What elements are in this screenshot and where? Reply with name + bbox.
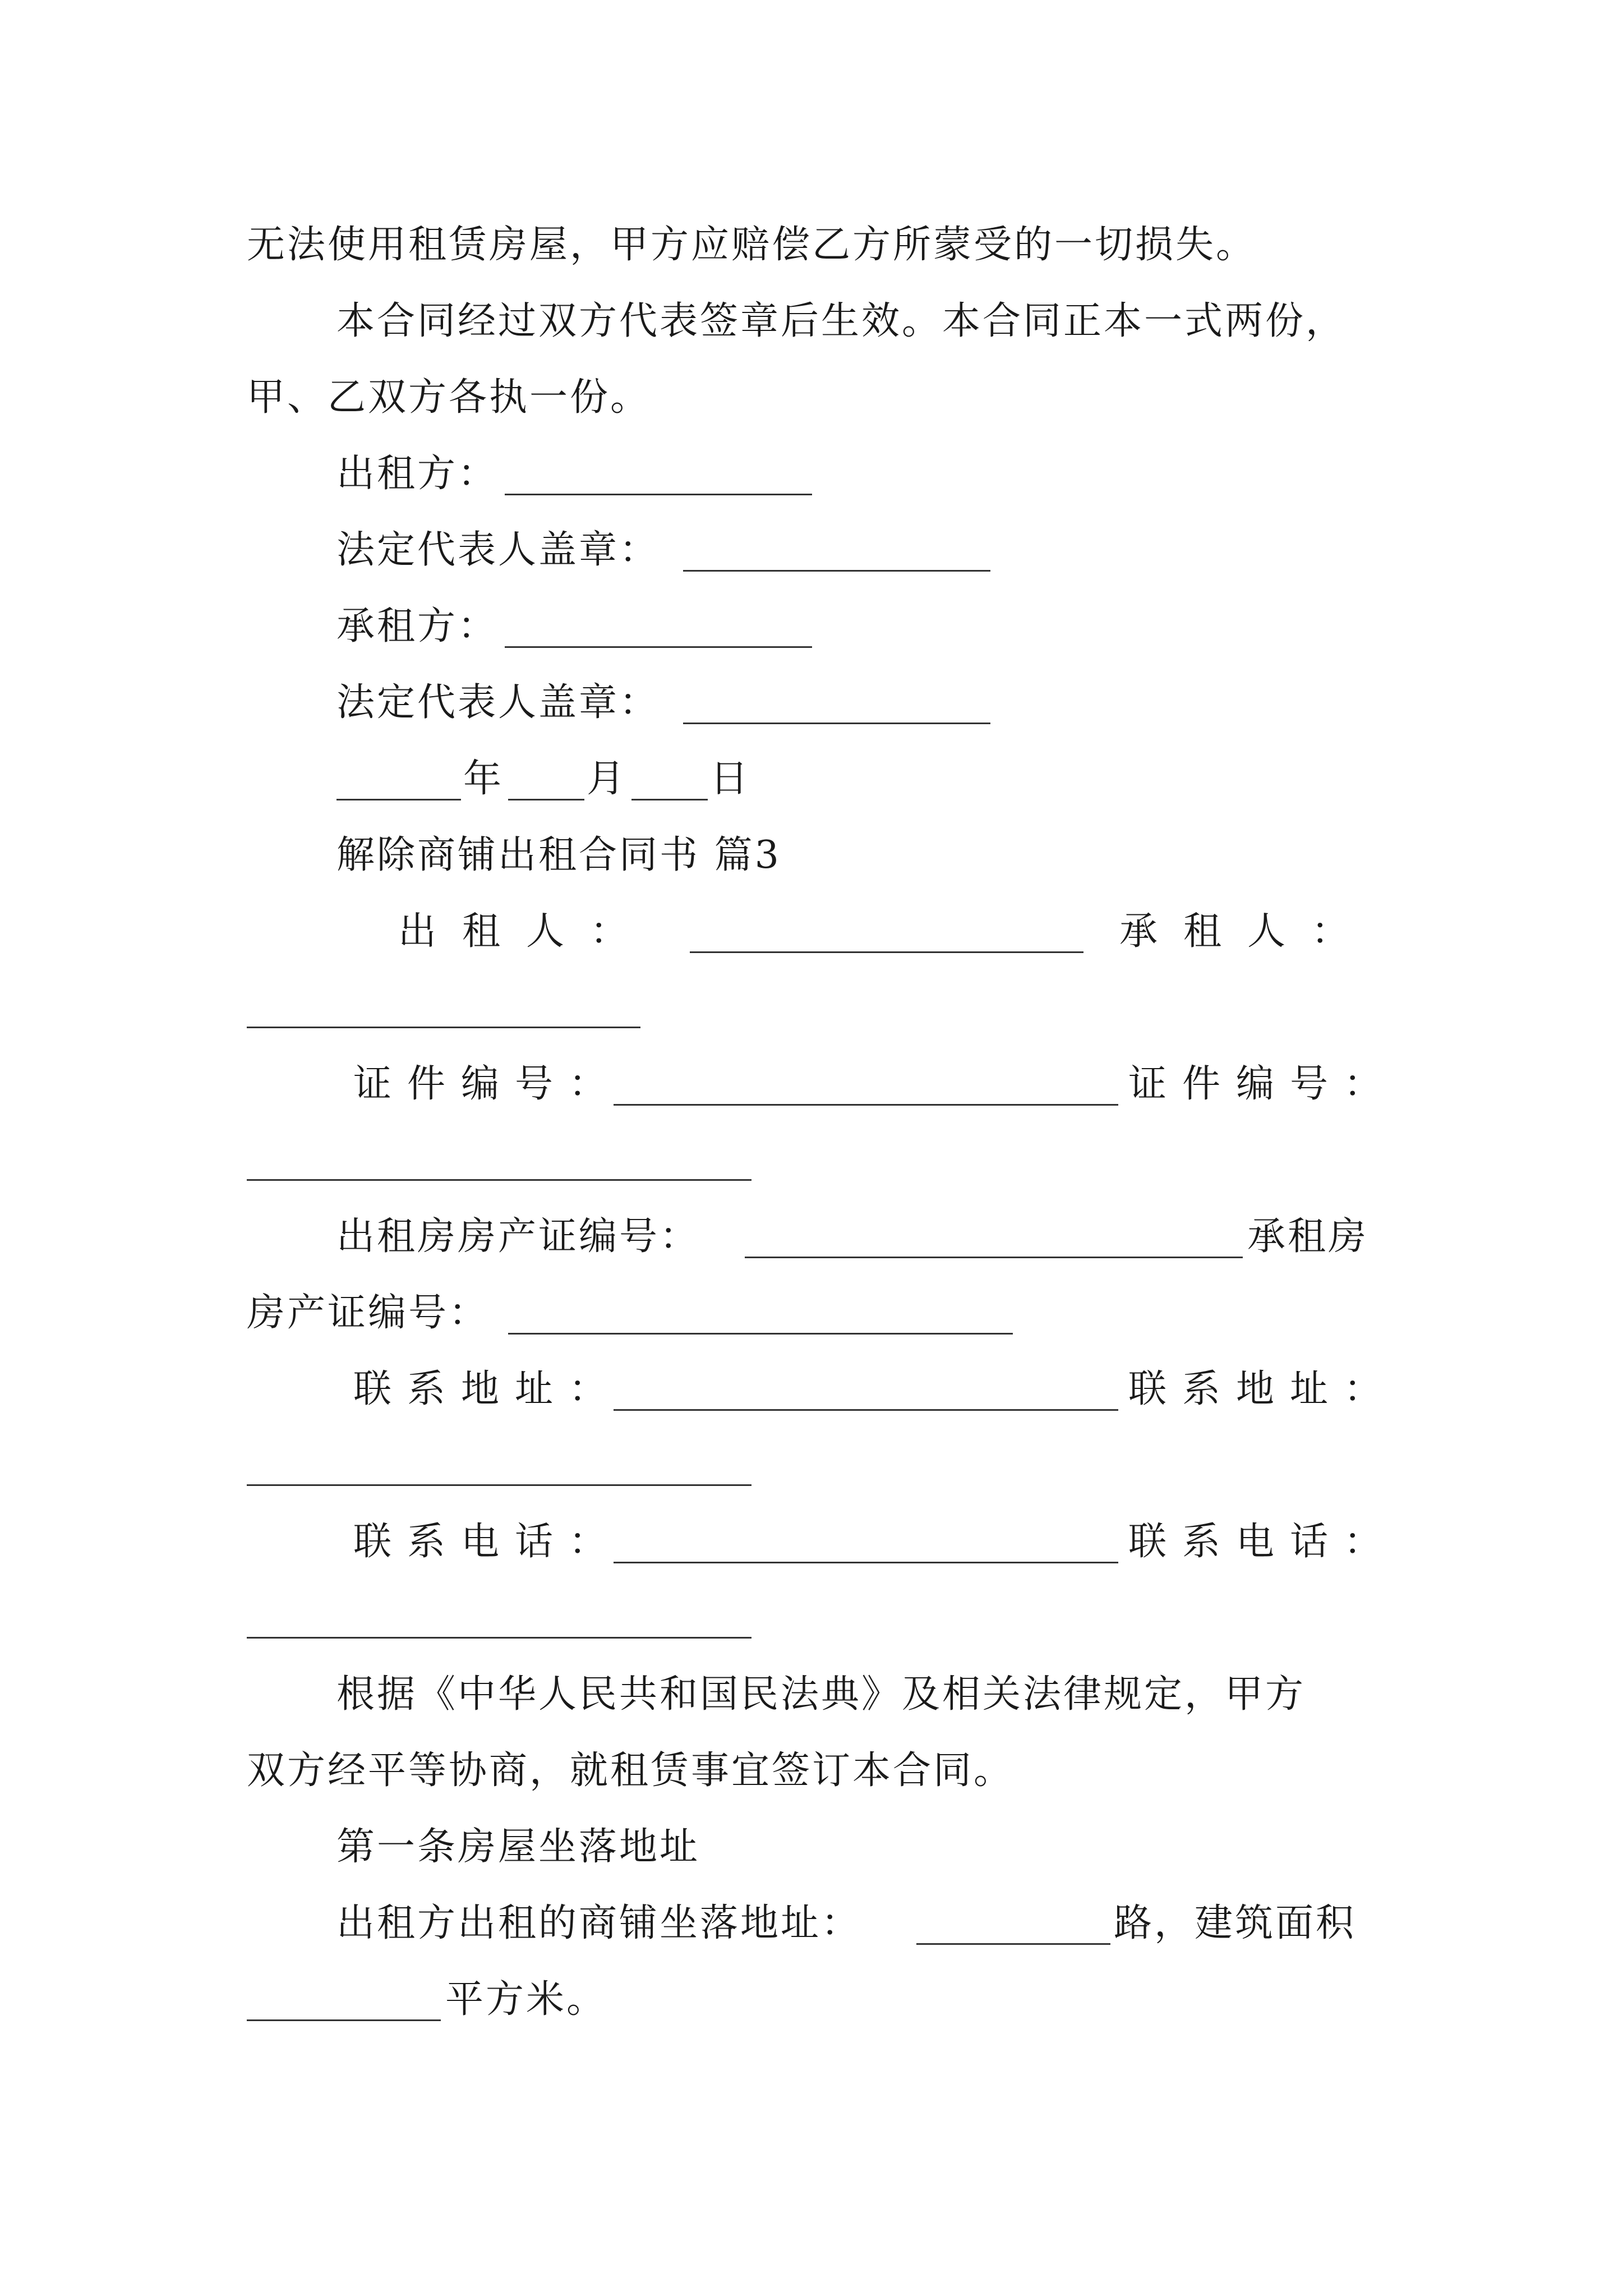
lessor-seal-blank[interactable]	[683, 570, 990, 572]
paragraph-effect-line2: 甲、乙双方各执一份。	[247, 375, 651, 420]
lessor-phone-label: 联系电话：	[353, 1520, 623, 1564]
lessor-seal-label: 法定代表人盖章：	[336, 528, 660, 572]
lessee-signature-blank[interactable]	[505, 646, 812, 648]
date-year-blank[interactable]	[336, 799, 461, 800]
intro-line2: 双方经平等协商，就租赁事宜签订本合同。	[247, 1749, 1015, 1793]
lessor-address-blank[interactable]	[614, 1409, 1118, 1411]
lessor-field-label: 出租人：	[398, 909, 654, 954]
lessee-address-label: 联系地址：	[1128, 1367, 1398, 1411]
lessee-phone-blank[interactable]	[247, 1637, 751, 1639]
address-road-blank[interactable]	[916, 1943, 1110, 1945]
area-blank[interactable]	[247, 2019, 441, 2021]
lessee-signature-label: 承租方：	[336, 604, 499, 648]
lessee-address-blank[interactable]	[247, 1484, 751, 1486]
lessor-address-label: 联系地址：	[353, 1367, 623, 1411]
lessee-id-blank[interactable]	[247, 1179, 751, 1181]
lessee-cert-blank[interactable]	[508, 1333, 1013, 1335]
lessor-signature-blank[interactable]	[505, 494, 812, 495]
lessee-phone-label: 联系电话：	[1128, 1520, 1398, 1564]
date-year-label: 年	[463, 757, 504, 801]
lessee-field-blank[interactable]	[247, 1027, 640, 1028]
lessee-seal-blank[interactable]	[683, 723, 990, 724]
lessor-field-blank[interactable]	[690, 951, 1083, 953]
lessee-id-label: 证件编号：	[1128, 1062, 1398, 1106]
intro-line1: 根据《中华人民共和国民法典》及相关法律规定，甲方	[336, 1672, 1306, 1717]
article1-line1-road: 路，建筑面积	[1114, 1901, 1357, 1945]
paragraph-effect-line1: 本合同经过双方代表签章后生效。本合同正本一式两份，	[336, 299, 1347, 343]
section-title: 解除商铺出租合同书 篇3	[336, 833, 781, 877]
lessor-id-label: 证件编号：	[353, 1062, 623, 1106]
lessor-cert-blank[interactable]	[745, 1257, 1243, 1258]
article1-line2-unit: 平方米。	[445, 1977, 607, 2022]
lessee-seal-label: 法定代表人盖章：	[336, 680, 660, 725]
paragraph-continuation: 无法使用租赁房屋，甲方应赔偿乙方所蒙受的一切损失。	[247, 223, 1257, 267]
lessor-cert-label: 出租房房产证编号：	[336, 1214, 700, 1259]
date-month-label: 月	[587, 757, 628, 801]
date-month-blank[interactable]	[508, 799, 584, 800]
article1-title: 第一条房屋坐落地址	[336, 1825, 700, 1869]
lessee-cert-label-a: 承租房	[1247, 1214, 1369, 1259]
lessor-signature-label: 出租方：	[336, 452, 499, 496]
date-day-blank[interactable]	[631, 799, 708, 800]
lessee-field-label: 承租人：	[1119, 909, 1376, 954]
lessor-id-blank[interactable]	[614, 1104, 1118, 1106]
article1-line1-label: 出租方出租的商铺坐落地址：	[336, 1901, 862, 1945]
lessee-cert-label-b: 房产证编号：	[247, 1291, 490, 1335]
lessor-phone-blank[interactable]	[614, 1562, 1118, 1563]
date-day-label: 日	[710, 757, 751, 801]
